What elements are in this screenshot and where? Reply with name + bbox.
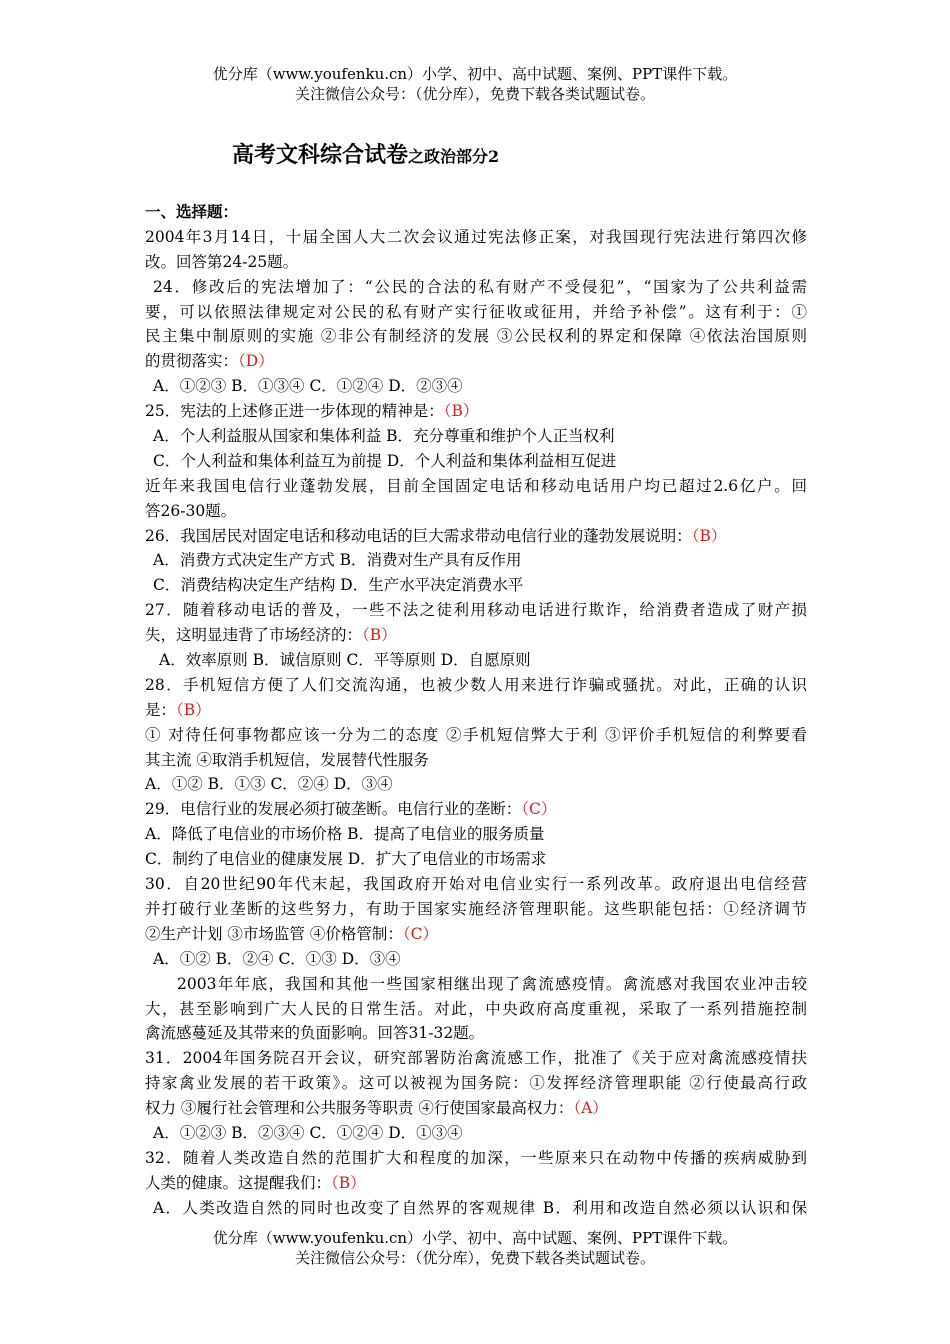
answer-mark: （B） (443, 402, 479, 421)
text-line (145, 1071, 807, 1096)
line-text: 失，这明显违背了市场经济的： (145, 626, 363, 645)
line-text: 民主集中制原则的实施 ②非公有制经济的发展 ③公民权利的界定和保障 ④依法治国原则 (145, 327, 807, 346)
text-line (145, 723, 807, 748)
text-line (145, 548, 807, 573)
line-text: 大，甚至影响到广大人民的日常生活。对此，中央政府高度重视，采取了一系列措施控制 (145, 999, 807, 1018)
line-text: A．①②③ B．②③④ C．①②④ D．①③④ (153, 1123, 463, 1142)
text-line (145, 847, 807, 872)
text-line (145, 772, 807, 797)
text-line (145, 449, 807, 474)
title-sub: 之政治部分2 (408, 147, 500, 166)
line-text: 2004年3月14日，十届全国人大二次会议通过宪法修正案，对我国现行宪法进行第四次修 (145, 227, 807, 246)
text-line (145, 300, 807, 325)
line-text: 30．自20世纪90年代末起，我国政府开始对电信业实行一系列改革。政府退出电信经营 (145, 875, 807, 894)
text-line (145, 499, 807, 524)
header-line-2: 关注微信公众号：（优分库），免费下载各类试题试卷。 (294, 85, 655, 103)
line-text: ① 对待任何事物都应该一分为二的态度 ②手机短信弊大于利 ③评价手机短信的利弊要看 (145, 725, 807, 744)
answer-mark: （A） (573, 1099, 608, 1118)
text-line (145, 972, 807, 997)
text-line (145, 524, 807, 549)
text-line (145, 1046, 807, 1071)
line-text: A．人类改造自然的同时也改变了自然界的客观规律 B．利用和改造自然必须以认识和保 (153, 1198, 807, 1217)
answer-mark: （B） (331, 1173, 366, 1192)
line-text: 32．随着人类改造自然的范围扩大和程度的加深，一些原来只在动物中传播的疾病威胁到 (145, 1148, 807, 1167)
line-text: C．制约了电信业的健康发展 D．扩大了电信业的市场需求 (145, 850, 547, 869)
line-text: 2003年年底，我国和其他一些国家相继出现了禽流感疫情。禽流感对我国农业冲击较 (177, 974, 807, 993)
line-text: 权力 ③履行社会管理和公共服务等职责 ④行使国家最高权力： (145, 1099, 574, 1118)
text-line (145, 225, 807, 250)
line-text: A．①② B．①③ C．②④ D．③④ (145, 775, 393, 794)
text-line (145, 1146, 807, 1171)
line-text: 31．2004年国务院召开会议，研究部署防治禽流感工作，批准了《关于应对禽流感疫情扶 (145, 1049, 807, 1068)
footer-line-1: 优分库（www.youfenku.cn）小学、初中、高中试题、案例、PPT课件下载。 (212, 1229, 738, 1247)
page-header (0, 64, 950, 104)
line-text: 29．电信行业的发展必须打破垄断。电信行业的垄断： (145, 800, 522, 819)
line-text: 的贯彻落实： (145, 352, 239, 371)
answer-mark: （B） (176, 700, 211, 719)
line-text: 并打破行业垄断的这些努力，有助于国家实施经济管理职能。这些职能包括：①经济调节 (145, 899, 807, 918)
line-text: A．消费方式决定生产方式 B．消费对生产具有反作用 (153, 551, 522, 570)
line-text: 25．宪法的上述修正进一步体现的精神是： (145, 402, 444, 421)
text-line (145, 374, 807, 399)
text-line (145, 673, 807, 698)
line-text: 27．随着移动电话的普及，一些不法之徒利用移动电话进行欺诈，给消费者造成了财产损 (145, 601, 807, 620)
line-text: A．降低了电信业的市场价格 B．提高了电信业的服务质量 (145, 825, 545, 844)
answer-mark: （B） (691, 526, 727, 545)
line-text: 24．修改后的宪法增加了：“公民的合法的私有财产不受侵犯”，“国家为了公共利益需 (153, 277, 807, 296)
text-line (145, 399, 807, 424)
text-line (145, 275, 807, 300)
title-main: 高考文科综合试卷 (232, 143, 409, 168)
line-text: 答26-30题。 (145, 501, 237, 520)
text-line (145, 872, 807, 897)
line-text: 持家禽业发展的若干政策》。这可以被视为国务院：①发挥经济管理职能 ②行使最高行政 (145, 1074, 807, 1093)
text-line (145, 474, 807, 499)
line-text: C．个人利益和集体利益互为前提 D．个人利益和集体利益相互促进 (153, 451, 617, 470)
text-line (145, 598, 807, 623)
text-line (145, 1021, 807, 1046)
line-text: A．个人利益服从国家和集体利益 B．充分尊重和维护个人正当权利 (153, 427, 615, 446)
line-text: A．效率原则 B．诚信原则 C．平等原则 D．自愿原则 (159, 651, 531, 670)
text-line (145, 698, 807, 723)
line-text: 是： (145, 700, 177, 719)
question-content (145, 200, 807, 1221)
answer-mark: （B） (362, 626, 397, 645)
line-text: 近年来我国电信行业蓬勃发展，目前全国固定电话和移动电话用户均已超过2.6亿户。回 (145, 476, 807, 495)
text-line (145, 250, 807, 275)
header-line-1: 优分库（www.youfenku.cn）小学、初中、高中试题、案例、PPT课件下载。 (212, 65, 738, 83)
answer-mark: （D） (238, 352, 274, 371)
answer-mark: （C） (402, 924, 438, 943)
text-line (145, 822, 807, 847)
line-text: C．消费结构决定生产结构 D．生产水平决定消费水平 (153, 576, 524, 595)
line-text: 改。回答第24-25题。 (145, 252, 299, 271)
text-line (145, 324, 807, 349)
line-text: 人类的健康。这提醒我们： (145, 1173, 332, 1192)
text-line (145, 1171, 807, 1196)
line-text: 其主流 ④取消手机短信，发展替代性服务 (145, 750, 429, 769)
text-line (145, 947, 807, 972)
page-footer (0, 1228, 950, 1268)
line-text: 禽流感蔓延及其带来的负面影响。回答31-32题。 (145, 1024, 485, 1043)
line-text: ②生产计划 ③市场监管 ④价格管制： (145, 924, 403, 943)
text-line (145, 748, 807, 773)
text-line (145, 349, 807, 374)
text-line (145, 922, 807, 947)
text-line (145, 797, 807, 822)
text-line (145, 997, 807, 1022)
line-text: A．①②③ B．①③④ C．①②④ D．②③④ (153, 377, 463, 396)
text-line (145, 1196, 807, 1221)
text-line (145, 1096, 807, 1121)
line-text: 28．手机短信方便了人们交流沟通，也被少数人用来进行诈骗或骚扰。对此，正确的认识 (145, 675, 807, 694)
page-title (232, 138, 499, 169)
text-line (145, 424, 807, 449)
text-line (145, 648, 807, 673)
section-heading: 一、选择题： (145, 202, 239, 221)
text-line (145, 897, 807, 922)
footer-line-2: 关注微信公众号：（优分库），免费下载各类试题试卷。 (294, 1249, 655, 1267)
answer-mark: （C） (521, 800, 557, 819)
line-text: 要，可以依照法律规定对公民的私有财产实行征收或征用，并给予补偿”。这有利于：① (145, 302, 807, 321)
line-text: A．①② B．②④ C．①③ D．③④ (153, 949, 401, 968)
line-text: 26．我国居民对固定电话和移动电话的巨大需求带动电信行业的蓬勃发展说明： (145, 526, 692, 545)
text-line (145, 573, 807, 598)
text-line (145, 1121, 807, 1146)
text-line (145, 623, 807, 648)
